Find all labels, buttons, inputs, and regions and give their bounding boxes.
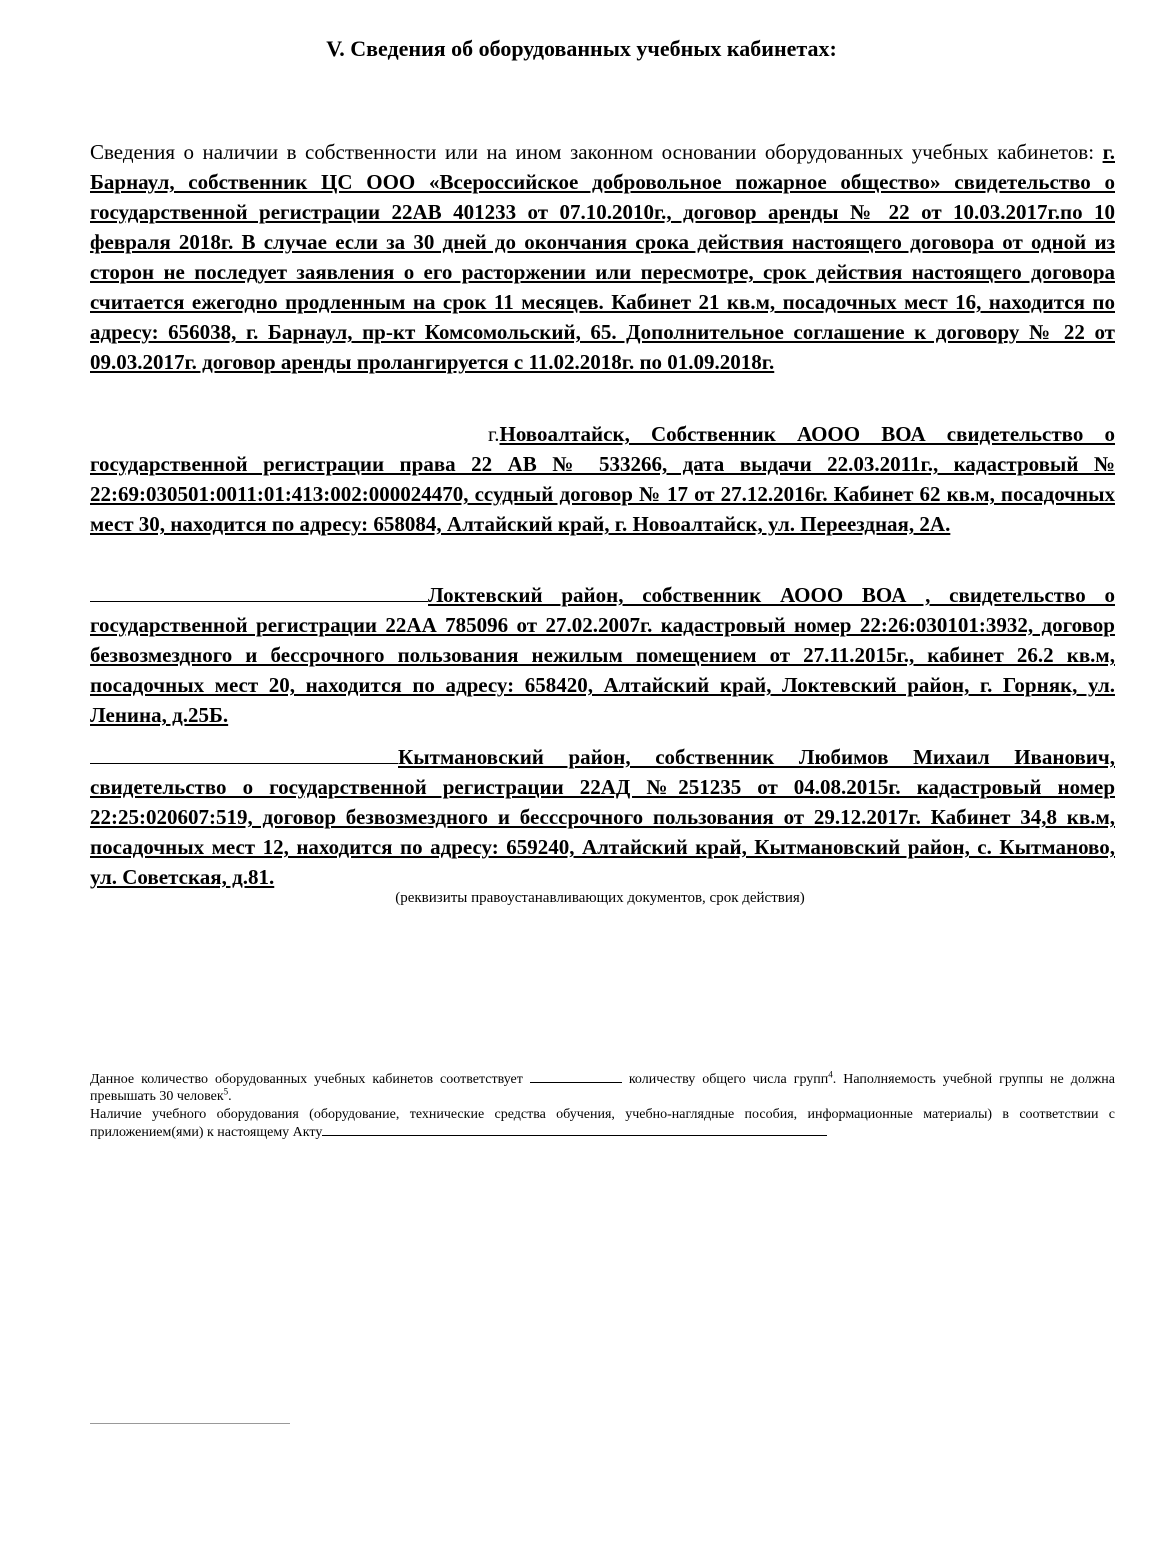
- intro-label: Сведения о наличии в собственности или на ином законном основании оборудованных учебных кабинетов:: [90, 140, 1103, 164]
- barnaul-premises-details: г. Барнаул, собственник ЦС ООО «Всероссийское добровольное пожарное общество» свидетельство о государственной регистрации 22АВ 401233 от 07.10.2010г., договор аренды № 22 от 10.03.2017г.по 10 февраля 2018г. В случае если за 30 дней до окончания срока действия настоящего договора от одной из сторон не последует заявления о его расторжении или пересмотре, срок действия настоящего договора считается ежегодно продленным на срок 11 месяцев. Кабинет 21 кв.м, посадочных мест 16, находится по адресу: 656038, г. Барнаул, пр-кт Комсомольский, 65. Дополнительное соглашение к договору № 22 от 09.03.2017г. договор аренды пролангируется с 11.02.2018г. по 01.09.2018г.: [90, 140, 1115, 374]
- equipment-statement: Наличие учебного оборудования (оборудование, технические средства обучения, учебно-наглядные пособия, информационные материалы) в соответствии с приложением(ями) к настоящему Акту: [90, 1107, 1115, 1140]
- kytmanovsky-paragraph: [90, 742, 1115, 892]
- footnote-separator: [90, 1423, 290, 1424]
- footnote-ref: 5: [223, 1086, 229, 1097]
- novoaltaysk-premises-details: Новоалтайск, Собственник АООО ВОА свидетельство о государственной регистрации права 22 АВ № 533266, дата выдачи 22.03.2011г., кадастровый № 22:69:030501:0011:01:413:002:000024470, ссудный договор № 17 от 27.12.2016г. Кабинет 62 кв.м, посадочных мест 30, находится по адресу: 658084, Алтайский край, г. Новоалтайск, ул. Переездная, 2А.: [90, 422, 1115, 536]
- loktevsky-premises-details: Локтевский район, собственник АООО ВОА , свидетельство о государственной регистрации 22АА 785096 от 27.02.2007г. кадастровый номер 22:26:030101:3932, договор безвозмездного и бессрочного пользования нежилым помещением от 27.11.2015г., кабинет 26.2 кв.м, посадочных мест 20, находится по адресу: 658420, Алтайский край, Локтевский район, г. Горняк, ул. Ленина, д.25Б.: [90, 583, 1115, 727]
- fill-line: [90, 581, 428, 602]
- requisites-caption: (реквизиты правоустанавливающих документов, срок действия): [395, 890, 805, 906]
- novoaltaysk-paragraph: [90, 419, 1115, 539]
- footnote-ref: 4: [828, 1069, 833, 1080]
- novoaltaysk-prefix: г.: [488, 422, 500, 446]
- premises-intro-paragraph: [90, 137, 1115, 377]
- fill-line: [90, 743, 398, 764]
- kytmanovsky-premises-details: Кытмановский район, собственник Любимов Михаил Иванович, свидетельство о государственной регистрации 22АД №251235 от 04.08.2015г. кадастровый номер 22:25:020607:519, договор безвозмездного и бесссрочного пользования от 29.12.2017г. Кабинет 34,8 кв.м, посадочных мест 12, находится по адресу: 659240, Алтайский край, Кытмановский район, с. Кытманово, ул. Советская, д.81.: [90, 745, 1115, 889]
- section-title: V. Сведения об оборудованных учебных кабинетах:: [326, 36, 837, 61]
- loktevsky-paragraph: [90, 580, 1115, 730]
- blank-field: [530, 1070, 622, 1083]
- rooms-count-statement: Данное количество оборудованных учебных кабинетов соответствует количеству общего числа групп$^4$. Наполняемость учебной группы не должна превышать 30 человек$^5$.: [90, 1069, 1116, 1104]
- blank-field: [322, 1123, 827, 1136]
